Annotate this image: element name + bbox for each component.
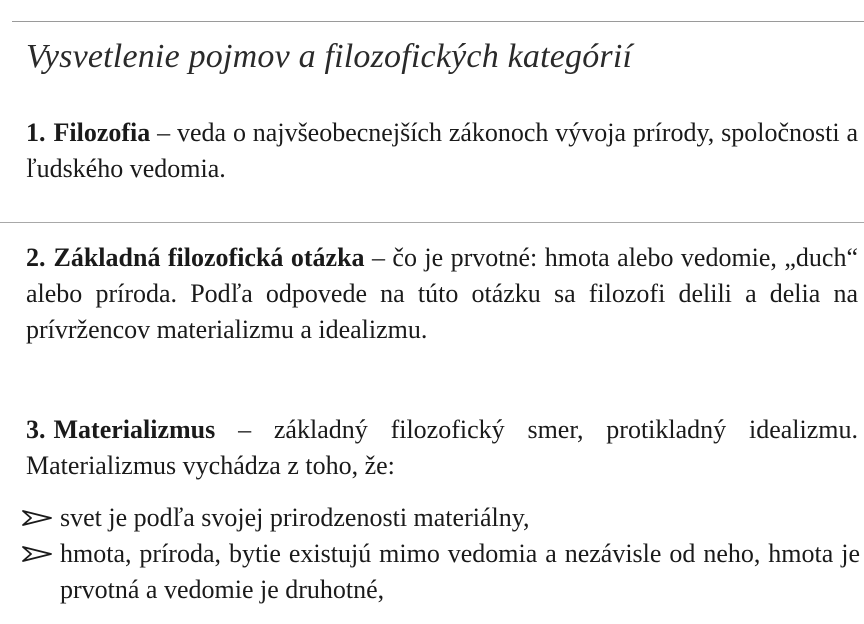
item-number: 2. bbox=[26, 243, 46, 272]
item-term: Materializmus bbox=[53, 415, 216, 444]
definition-zakladna-otazka bbox=[26, 240, 858, 348]
list-item bbox=[20, 536, 860, 608]
top-divider bbox=[12, 21, 864, 22]
bullet-text: svet je podľa svojej prirodzenosti materiálny, bbox=[60, 503, 530, 532]
materializmus-bullet-list bbox=[20, 500, 860, 608]
page-title: Vysvetlenie pojmov a filozofických kategórií bbox=[26, 38, 633, 75]
item-text: – čo je prvotné: hmota alebo vedomie, „duch“ alebo príroda. Podľa odpovede na túto otázku sa filozofi delili a delia na prívržencov materializmu a idealizmu. bbox=[26, 243, 858, 344]
item-term: Filozofia bbox=[53, 118, 151, 147]
definition-filozofia bbox=[26, 115, 858, 187]
definition-materializmus bbox=[26, 412, 858, 484]
section-divider bbox=[0, 222, 864, 223]
item-text: – základný filozofický smer, protikladný idealizmu. Materializmus vychádza z toho, že: bbox=[26, 415, 858, 480]
list-item bbox=[20, 500, 860, 536]
arrowhead-bullet-icon bbox=[20, 500, 60, 536]
item-text: – veda o najvšeobecnejších zákonoch vývoja prírody, spoločnosti a ľudského vedomia. bbox=[26, 118, 858, 183]
bullet-text: hmota, príroda, bytie existujú mimo vedomia a nezávisle od neho, hmota je prvotná a vedomie je druhotné, bbox=[60, 539, 860, 604]
item-number: 3. bbox=[26, 415, 46, 444]
item-number: 1. bbox=[26, 118, 46, 147]
arrowhead-bullet-icon bbox=[20, 536, 60, 572]
item-term: Základná filozofická otázka bbox=[53, 243, 365, 272]
